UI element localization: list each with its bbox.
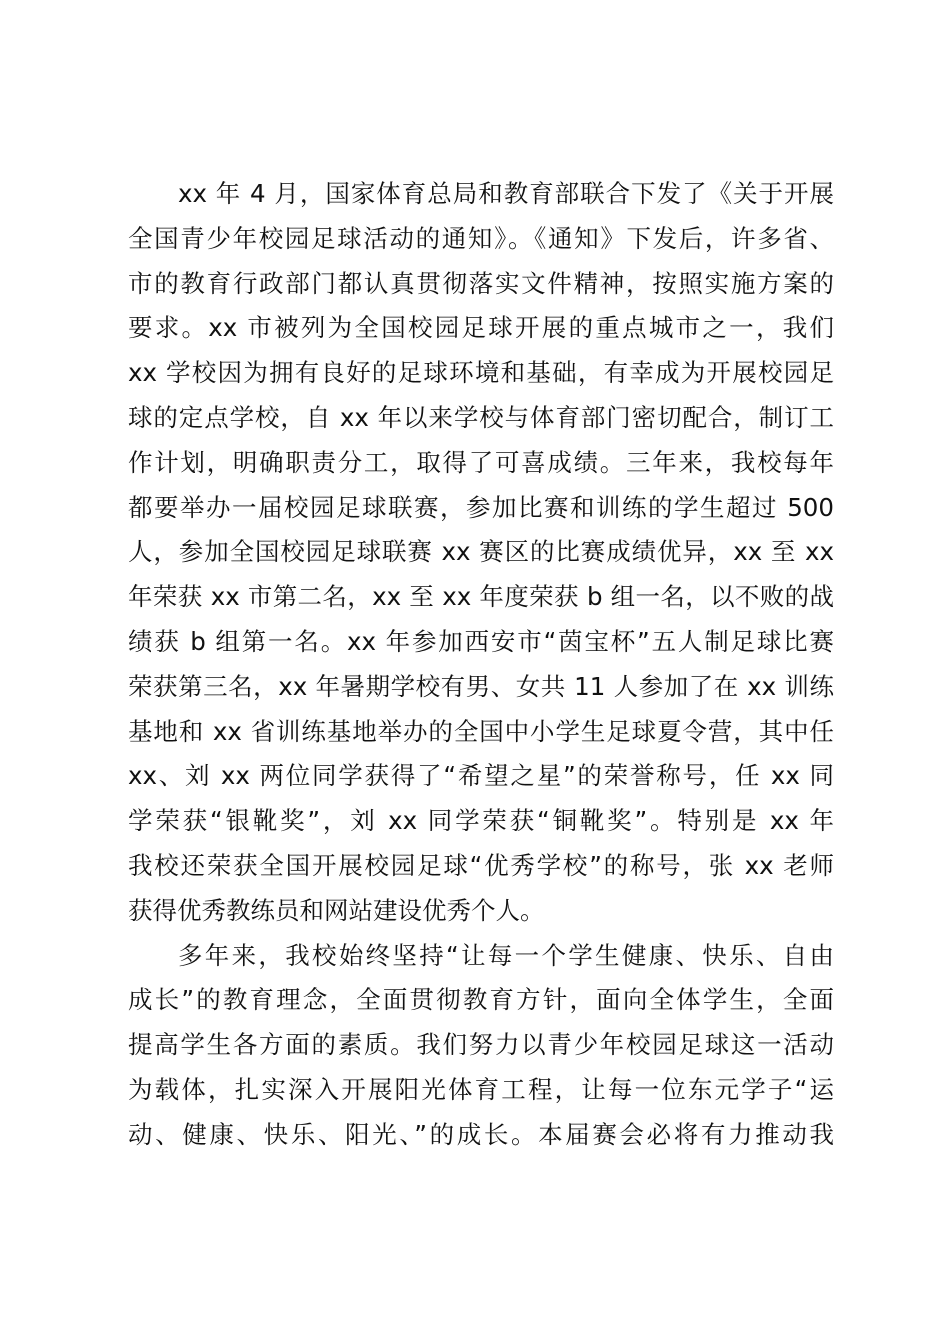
text-line: 都要举办一届校园足球联赛，参加比赛和训练的学生超过 500	[128, 492, 834, 522]
paragraph-2	[128, 934, 834, 1158]
text-line: 全国青少年校园足球活动的通知》。《通知》下发后，许多省、	[128, 223, 834, 253]
text-line: 市的教育行政部门都认真贯彻落实文件精神，按照实施方案的	[128, 268, 834, 298]
text-line: 年荣获 xx 市第二名，xx 至 xx 年度荣获 b 组一名，以不败的战	[128, 582, 834, 612]
text-line: 基地和 xx 省训练基地举办的全国中小学生足球夏令营，其中任	[128, 716, 834, 746]
text-line: 获得优秀教练员和网站建设优秀个人。	[128, 895, 545, 925]
text-line: 学荣获“银靴奖”，刘 xx 同学荣获“铜靴奖”。特别是 xx 年	[128, 806, 834, 836]
text-line: 要求。xx 市被列为全国校园足球开展的重点城市之一，我们	[128, 313, 834, 343]
text-line: 人，参加全国校园足球联赛 xx 赛区的比赛成绩优异，xx 至 xx	[128, 537, 834, 567]
text-line: xx、刘 xx 两位同学获得了“希望之星”的荣誉称号，任 xx 同	[128, 761, 834, 791]
paragraph-1	[128, 172, 834, 934]
text-line: 多年来，我校始终坚持“让每一个学生健康、快乐、自由	[178, 940, 834, 970]
text-line: 成长”的教育理念，全面贯彻教育方针，面向全体学生，全面	[128, 985, 834, 1015]
text-line: 作计划，明确职责分工，取得了可喜成绩。三年来，我校每年	[128, 447, 834, 477]
text-line: 荣获第三名，xx 年暑期学校有男、女共 11 人参加了在 xx 训练	[128, 671, 834, 701]
text-line: 球的定点学校，自 xx 年以来学校与体育部门密切配合，制订工	[128, 402, 834, 432]
text-line: 我校还荣获全国开展校园足球“优秀学校”的称号，张 xx 老师	[128, 850, 834, 880]
text-line: 提高学生各方面的素质。我们努力以青少年校园足球这一活动	[128, 1030, 834, 1060]
text-line: 绩获 b 组第一名。xx 年参加西安市“茵宝杯”五人制足球比赛	[128, 626, 834, 656]
document-body	[128, 172, 834, 1158]
text-line: xx 年 4 月，国家体育总局和教育部联合下发了《关于开展	[178, 179, 834, 208]
text-line: 动、健康、快乐、阳光、”的成长。本届赛会必将有力推动我	[128, 1119, 834, 1149]
text-line: 为载体，扎实深入开展阳光体育工程，让每一位东元学子“运	[128, 1074, 834, 1104]
text-line: xx 学校因为拥有良好的足球环境和基础，有幸成为开展校园足	[128, 358, 834, 388]
